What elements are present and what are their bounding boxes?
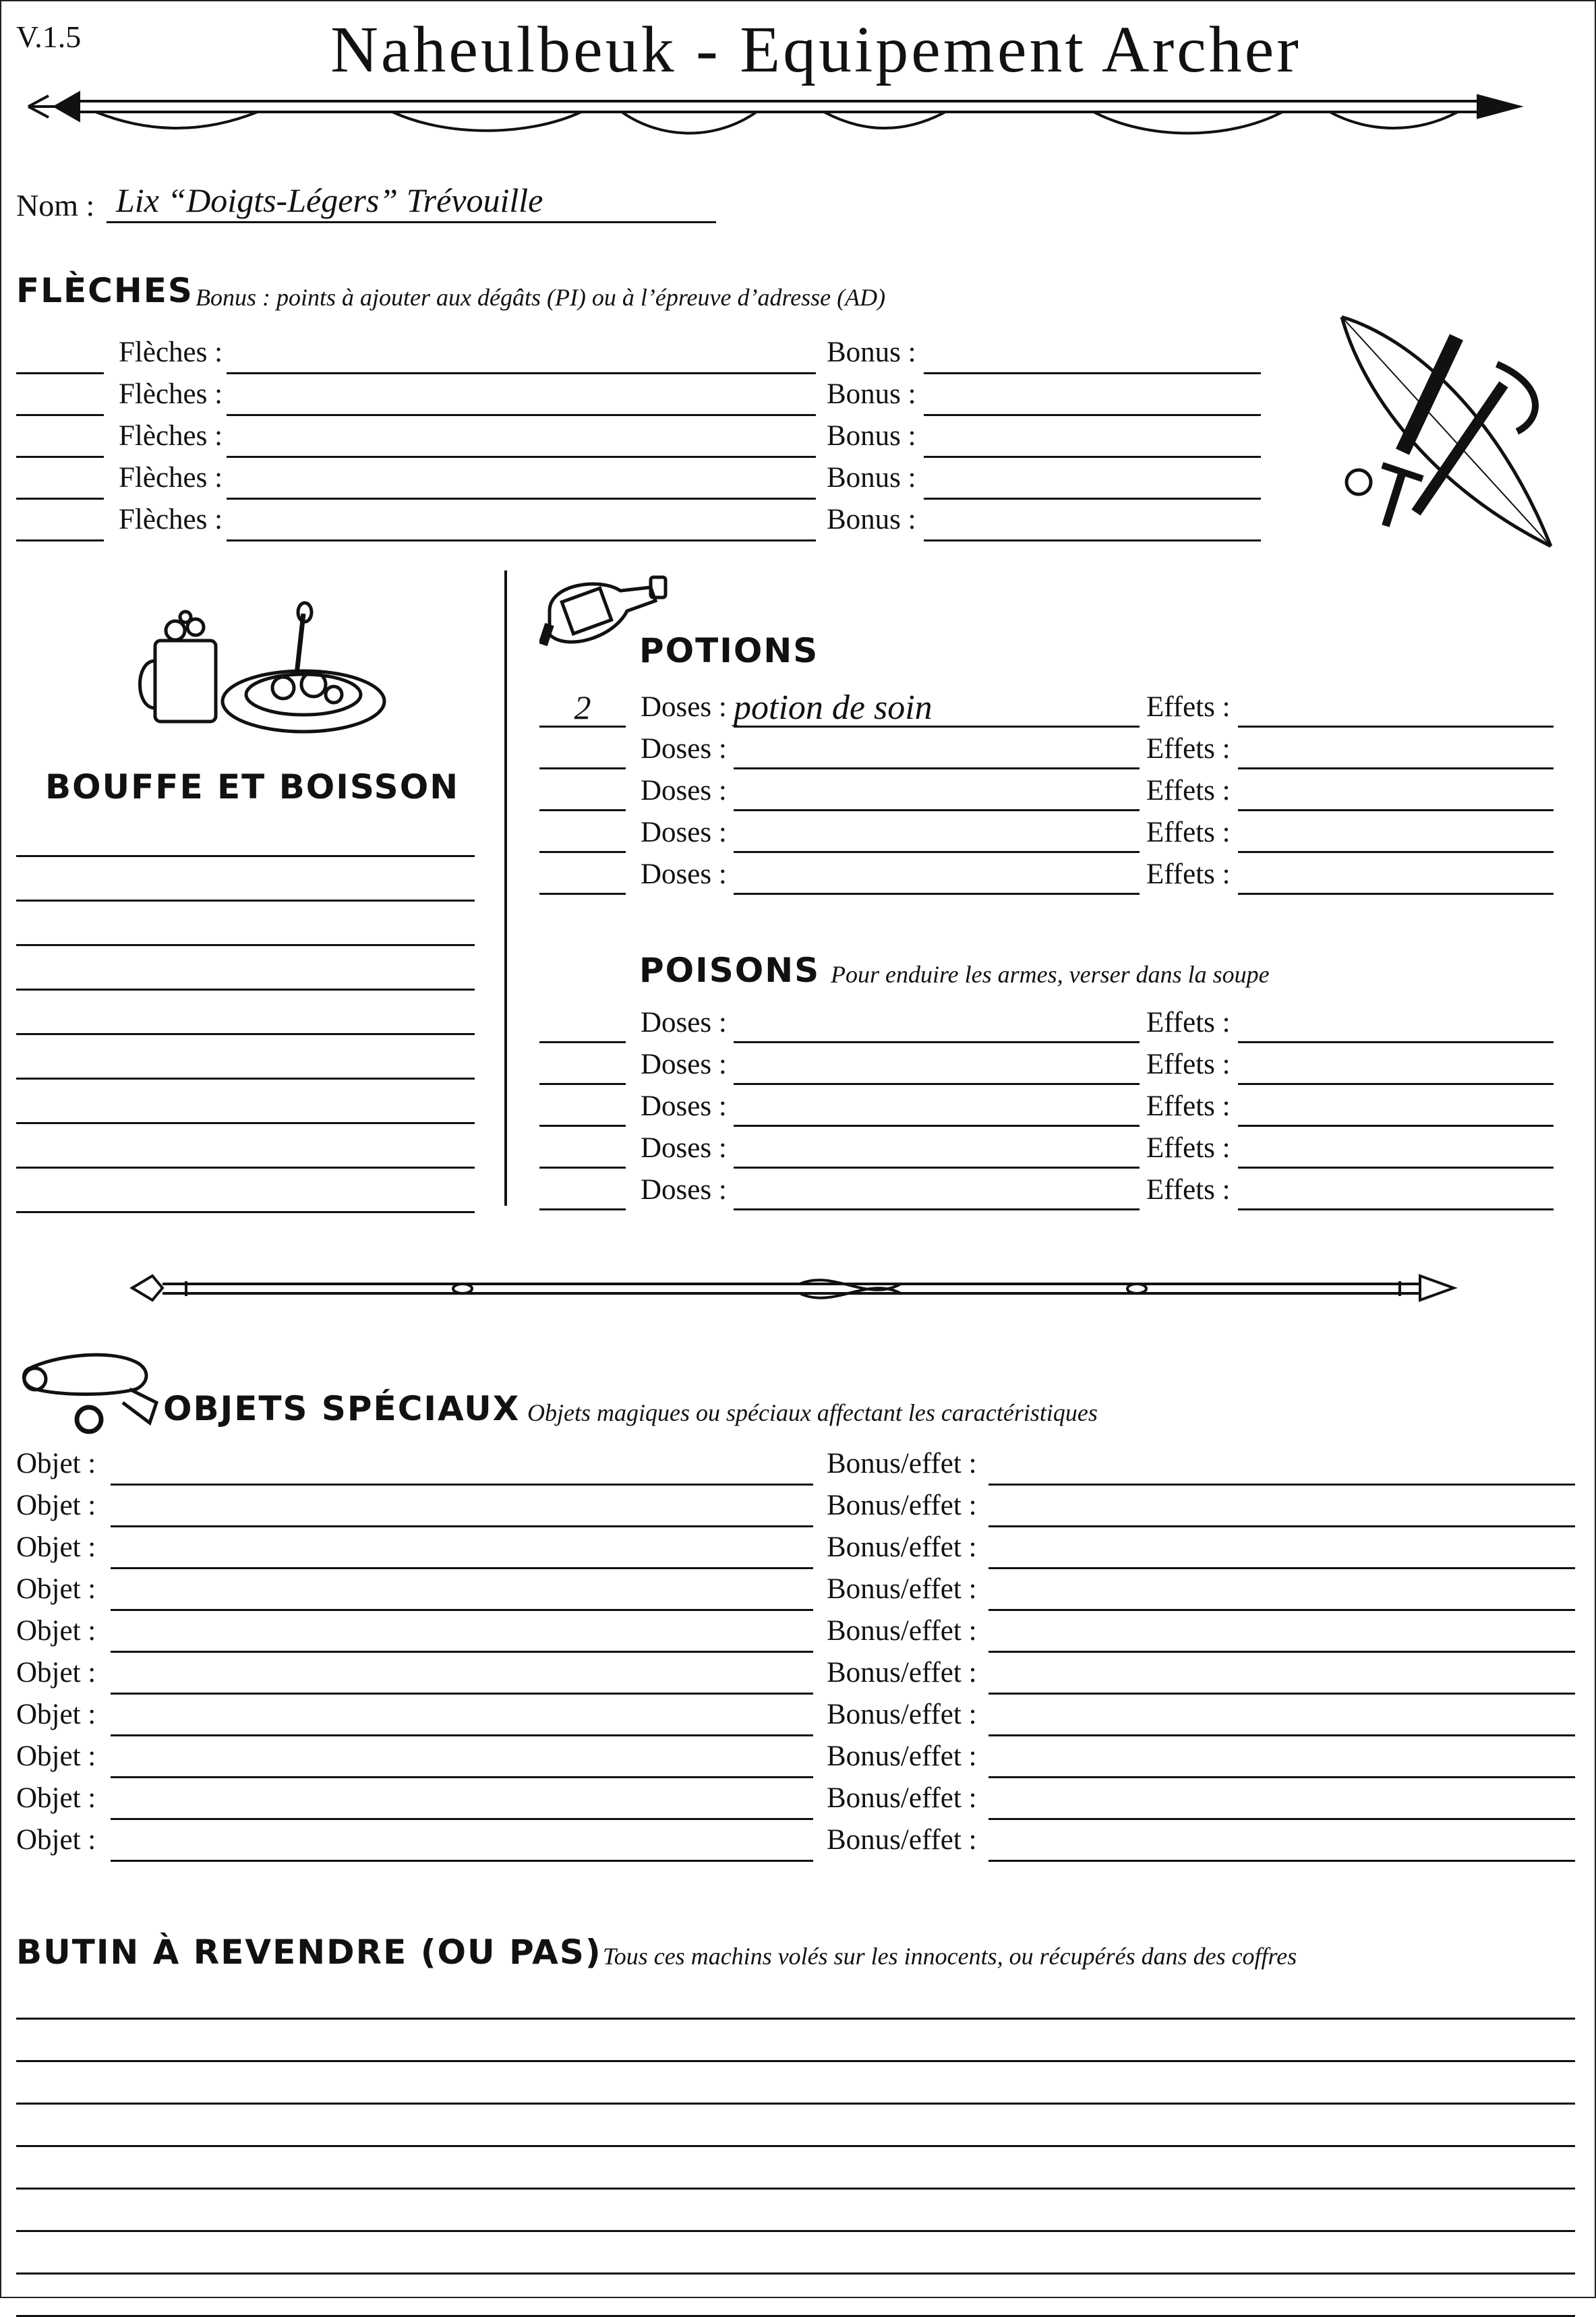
potions-doses-label: Doses :	[641, 775, 727, 806]
fleches-qty-field[interactable]	[16, 334, 104, 374]
potions-qty-field[interactable]	[539, 813, 626, 853]
weapons-icon	[1322, 310, 1578, 553]
fleches-qty-field[interactable]	[16, 502, 104, 541]
poisons-effets-label: Effets :	[1146, 1174, 1231, 1206]
potions-name-field[interactable]: potion de soin	[734, 688, 1140, 728]
objet-field[interactable]	[111, 1655, 813, 1695]
objets-title: OBJETS SPÉCIAUX	[163, 1389, 521, 1428]
potions-qty-field[interactable]	[539, 730, 626, 769]
butin-line-field[interactable]	[16, 2235, 1575, 2275]
poisons-effets-label: Effets :	[1146, 1007, 1231, 1038]
fleches-name-field[interactable]	[227, 376, 816, 416]
potions-qty-field[interactable]	[539, 771, 626, 811]
bouffe-title: BOUFFE ET BOISSON	[45, 767, 460, 806]
potions-qty-field[interactable]	[539, 855, 626, 895]
objets-subtitle: Objets magiques ou spéciaux affectant les caractéristiques	[527, 1399, 1098, 1426]
poisons-qty-field[interactable]	[539, 1045, 626, 1085]
objet-bonus-label: Bonus/effet :	[827, 1657, 977, 1689]
objet-bonus-field[interactable]	[988, 1738, 1575, 1778]
fleches-bonus-field[interactable]	[924, 502, 1261, 541]
objet-field[interactable]	[111, 1529, 813, 1569]
nom-label: Nom :	[16, 188, 95, 223]
poisons-qty-field[interactable]	[539, 1171, 626, 1210]
objet-label: Objet :	[16, 1490, 96, 1521]
column-divider	[504, 570, 507, 1206]
butin-subtitle: Tous ces machins volés sur les innocents, ou récupérés dans des coffres	[603, 1943, 1297, 1970]
poisons-effet-field[interactable]	[1238, 1045, 1554, 1085]
potions-effets-label: Effets :	[1146, 775, 1231, 806]
fleches-name-field[interactable]	[227, 334, 816, 374]
objet-label: Objet :	[16, 1824, 96, 1856]
objet-bonus-label: Bonus/effet :	[827, 1448, 977, 1479]
page-title: Naheulbeuk - Equipement Archer	[330, 13, 1301, 86]
objet-label: Objet :	[16, 1740, 96, 1772]
bouffe-line-field[interactable]	[16, 1173, 475, 1213]
fleches-bonus-field[interactable]	[924, 334, 1261, 374]
poisons-doses-label: Doses :	[641, 1049, 727, 1080]
objet-bonus-label: Bonus/effet :	[827, 1615, 977, 1647]
potions-name-field[interactable]	[734, 855, 1140, 895]
fleches-title: FLÈCHES	[16, 271, 194, 310]
poisons-doses-label: Doses :	[641, 1007, 727, 1038]
fleches-bonus-label: Bonus :	[827, 462, 916, 494]
bouffe-line-field[interactable]	[16, 1040, 475, 1080]
fleches-bonus-label: Bonus :	[827, 336, 916, 368]
poisons-name-field[interactable]	[734, 1129, 1140, 1169]
objet-bonus-label: Bonus/effet :	[827, 1824, 977, 1856]
poisons-name-field[interactable]	[734, 1171, 1140, 1210]
objet-field[interactable]	[111, 1488, 813, 1527]
objet-bonus-field[interactable]	[988, 1822, 1575, 1862]
bouffe-line-field[interactable]	[16, 1129, 475, 1169]
objet-field[interactable]	[111, 1697, 813, 1736]
fleches-qty-field[interactable]	[16, 376, 104, 416]
fleches-bonus-field[interactable]	[924, 460, 1261, 500]
objet-bonus-field[interactable]	[988, 1697, 1575, 1736]
potions-effets-label: Effets :	[1146, 691, 1231, 723]
potions-title: POTIONS	[639, 631, 819, 670]
objet-bonus-field[interactable]	[988, 1446, 1575, 1486]
staff-divider-icon	[125, 1262, 1460, 1316]
potions-effet-field[interactable]	[1238, 855, 1554, 895]
potions-qty-field[interactable]: 2	[539, 688, 626, 728]
bouffe-line-field[interactable]	[16, 817, 475, 857]
butin-title: BUTIN À REVENDRE (OU PAS)	[16, 1933, 602, 1972]
objet-field[interactable]	[111, 1780, 813, 1820]
objet-bonus-label: Bonus/effet :	[827, 1573, 977, 1605]
fleches-qty-field[interactable]	[16, 418, 104, 458]
bouffe-line-field[interactable]	[16, 906, 475, 946]
butin-line-field[interactable]	[16, 2107, 1575, 2147]
objet-bonus-field[interactable]	[988, 1655, 1575, 1695]
objet-label: Objet :	[16, 1699, 96, 1730]
butin-line-field[interactable]	[16, 2065, 1575, 2105]
objet-field[interactable]	[111, 1571, 813, 1611]
poisons-doses-label: Doses :	[641, 1174, 727, 1206]
nom-field[interactable]: Lix “Doigts-Légers” Trévouille	[107, 181, 716, 223]
bouffe-line-field[interactable]	[16, 1084, 475, 1124]
fleches-name-field[interactable]	[227, 460, 816, 500]
poisons-name-field[interactable]	[734, 1045, 1140, 1085]
fleches-subtitle: Bonus : points à ajouter aux dégâts (PI) ou à l’épreuve d’adresse (AD)	[196, 284, 886, 311]
objet-bonus-field[interactable]	[988, 1613, 1575, 1653]
objet-label: Objet :	[16, 1573, 96, 1605]
butin-line-field[interactable]	[16, 1980, 1575, 2020]
objet-bonus-label: Bonus/effet :	[827, 1699, 977, 1730]
fleches-bonus-label: Bonus :	[827, 378, 916, 410]
version-label: V.1.5	[16, 20, 82, 54]
poisons-subtitle: Pour enduire les armes, verser dans la soupe	[831, 961, 1270, 988]
objet-label: Objet :	[16, 1531, 96, 1563]
poisons-effet-field[interactable]	[1238, 1171, 1554, 1210]
poisons-qty-field[interactable]	[539, 1003, 626, 1043]
bouffe-line-field[interactable]	[16, 951, 475, 991]
fleches-name-field[interactable]	[227, 418, 816, 458]
potions-effet-field[interactable]	[1238, 771, 1554, 811]
potions-name-field[interactable]	[734, 730, 1140, 769]
objet-label: Objet :	[16, 1657, 96, 1689]
objet-bonus-field[interactable]	[988, 1488, 1575, 1527]
butin-line-field[interactable]	[16, 2277, 1575, 2317]
poisons-effet-field[interactable]	[1238, 1087, 1554, 1127]
potions-doses-label: Doses :	[641, 691, 727, 723]
potions-name-field[interactable]	[734, 771, 1140, 811]
poisons-effet-field[interactable]	[1238, 1129, 1554, 1169]
objet-bonus-label: Bonus/effet :	[827, 1490, 977, 1521]
objet-bonus-field[interactable]	[988, 1529, 1575, 1569]
scroll-ring-icon	[15, 1342, 163, 1436]
fleches-row-label: Flèches :	[119, 462, 223, 494]
potions-effet-field[interactable]	[1238, 730, 1554, 769]
potions-effets-label: Effets :	[1146, 817, 1231, 848]
fleches-bonus-label: Bonus :	[827, 504, 916, 535]
poisons-qty-field[interactable]	[539, 1087, 626, 1127]
objet-label: Objet :	[16, 1615, 96, 1647]
objet-bonus-label: Bonus/effet :	[827, 1782, 977, 1814]
objet-field[interactable]	[111, 1446, 813, 1486]
fleches-row-label: Flèches :	[119, 420, 223, 452]
potions-effets-label: Effets :	[1146, 733, 1231, 765]
objet-label: Objet :	[16, 1782, 96, 1814]
poisons-effets-label: Effets :	[1146, 1090, 1231, 1122]
potions-doses-label: Doses :	[641, 817, 727, 848]
fleches-bonus-label: Bonus :	[827, 420, 916, 452]
objet-bonus-label: Bonus/effet :	[827, 1740, 977, 1772]
objet-field[interactable]	[111, 1613, 813, 1653]
fleches-row-label: Flèches :	[119, 504, 223, 535]
poisons-doses-label: Doses :	[641, 1090, 727, 1122]
potions-doses-label: Doses :	[641, 733, 727, 765]
fleches-name-field[interactable]	[227, 502, 816, 541]
poisons-doses-label: Doses :	[641, 1132, 727, 1164]
arrow-divider-icon	[15, 86, 1532, 147]
fleches-bonus-field[interactable]	[924, 418, 1261, 458]
poisons-effets-label: Effets :	[1146, 1049, 1231, 1080]
butin-line-field[interactable]	[16, 2022, 1575, 2062]
poisons-effets-label: Effets :	[1146, 1132, 1231, 1164]
fleches-row-label: Flèches :	[119, 378, 223, 410]
butin-line-field[interactable]	[16, 2192, 1575, 2232]
potions-effet-field[interactable]	[1238, 813, 1554, 853]
potions-name-field[interactable]	[734, 813, 1140, 853]
bouffe-line-field[interactable]	[16, 862, 475, 902]
poisons-qty-field[interactable]	[539, 1129, 626, 1169]
objet-field[interactable]	[111, 1822, 813, 1862]
potions-effets-label: Effets :	[1146, 858, 1231, 890]
bouffe-line-field[interactable]	[16, 995, 475, 1035]
objet-bonus-field[interactable]	[988, 1571, 1575, 1611]
poisons-effet-field[interactable]	[1238, 1003, 1554, 1043]
butin-line-field[interactable]	[16, 2150, 1575, 2190]
objet-field[interactable]	[111, 1738, 813, 1778]
potions-effet-field[interactable]	[1238, 688, 1554, 728]
fleches-qty-field[interactable]	[16, 460, 104, 500]
potions-doses-label: Doses :	[641, 858, 727, 890]
fleches-row-label: Flèches :	[119, 336, 223, 368]
objet-bonus-label: Bonus/effet :	[827, 1531, 977, 1563]
food-drink-icon	[135, 600, 391, 742]
poisons-name-field[interactable]	[734, 1003, 1140, 1043]
objet-label: Objet :	[16, 1448, 96, 1479]
poisons-title: POISONS	[639, 951, 821, 990]
objet-bonus-field[interactable]	[988, 1780, 1575, 1820]
fleches-bonus-field[interactable]	[924, 376, 1261, 416]
poisons-name-field[interactable]	[734, 1087, 1140, 1127]
